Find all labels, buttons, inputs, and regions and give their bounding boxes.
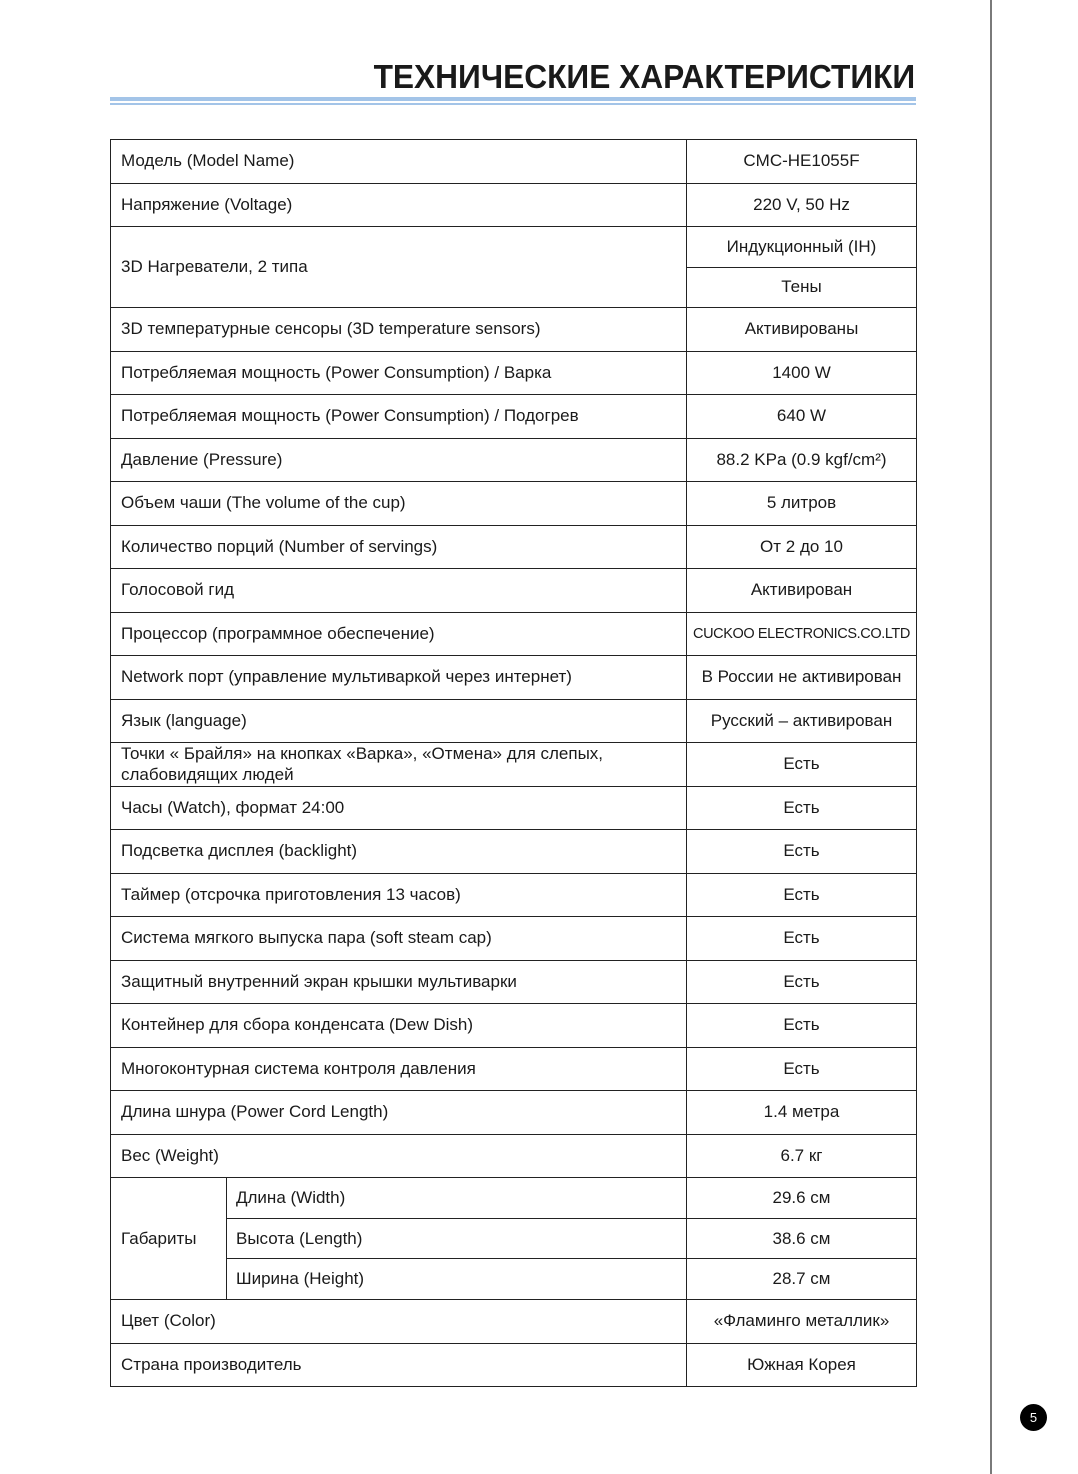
spec-value: 1400 W <box>687 351 917 395</box>
spec-label: Таймер (отсрочка приготовления 13 часов) <box>111 873 687 917</box>
table-row-voice <box>111 569 917 613</box>
table-row-volume <box>111 482 917 526</box>
table-row-sensors <box>111 308 917 352</box>
spec-value: Есть <box>687 960 917 1004</box>
table-row-pressure-control <box>111 1047 917 1091</box>
table-row-power-cook <box>111 351 917 395</box>
table-row-dimensions-width <box>111 1178 917 1219</box>
spec-label: Напряжение (Voltage) <box>111 183 687 227</box>
spec-label: 3D Нагреватели, 2 типа <box>111 227 687 308</box>
spec-label: Многоконтурная система контроля давления <box>111 1047 687 1091</box>
table-row-model <box>111 140 917 184</box>
spec-value: От 2 до 10 <box>687 525 917 569</box>
spec-label: Голосовой гид <box>111 569 687 613</box>
spec-label: Система мягкого выпуска пара (soft steam cap) <box>111 917 687 961</box>
spec-value: 6.7 кг <box>687 1134 917 1178</box>
spec-value: 28.7 см <box>687 1259 917 1300</box>
spec-label: Страна производитель <box>111 1343 687 1387</box>
spec-label: Часы (Watch), формат 24:00 <box>111 786 687 830</box>
spec-label: Количество порций (Number of servings) <box>111 525 687 569</box>
spec-value: 29.6 см <box>687 1178 917 1219</box>
table-row-voltage <box>111 183 917 227</box>
spec-label: Network порт (управление мультиваркой через интернет) <box>111 656 687 700</box>
table-row-braille <box>111 743 917 787</box>
spec-value: Есть <box>687 830 917 874</box>
spec-value: 38.6 см <box>687 1218 917 1259</box>
spec-value: CUCKOO ELECTRONICS.CO.LTD <box>687 612 917 656</box>
spec-value: Есть <box>687 873 917 917</box>
spec-label: Цвет (Color) <box>111 1300 687 1344</box>
spec-value: Активирован <box>687 569 917 613</box>
spec-sublabel: Ширина (Height) <box>227 1259 687 1300</box>
spec-value: Тены <box>687 267 917 308</box>
spec-value: Есть <box>687 786 917 830</box>
table-row-network <box>111 656 917 700</box>
spec-value: Есть <box>687 1047 917 1091</box>
table-row-processor <box>111 612 917 656</box>
table-row-clock <box>111 786 917 830</box>
title-underline-thick <box>110 97 916 101</box>
spec-label: Длина шнура (Power Cord Length) <box>111 1091 687 1135</box>
table-row-pressure <box>111 438 917 482</box>
spec-value: 88.2 KPa (0.9 kgf/cm²) <box>687 438 917 482</box>
spec-sublabel: Высота (Length) <box>227 1218 687 1259</box>
spec-label: Вес (Weight) <box>111 1134 687 1178</box>
spec-table <box>110 139 917 1387</box>
spec-sublabel: Длина (Width) <box>227 1178 687 1219</box>
page-title: ТЕХНИЧЕСКИЕ ХАРАКТЕРИСТИКИ <box>373 58 915 95</box>
spec-label: Давление (Pressure) <box>111 438 687 482</box>
table-row-backlight <box>111 830 917 874</box>
spec-label: Габариты <box>111 1178 227 1300</box>
table-row-lid-screen <box>111 960 917 1004</box>
spec-value: «Фламинго металлик» <box>687 1300 917 1344</box>
title-underline-thin <box>110 103 916 105</box>
table-row-servings <box>111 525 917 569</box>
spec-label: 3D температурные сенсоры (3D temperature sensors) <box>111 308 687 352</box>
page-number-badge: 5 <box>1020 1404 1047 1431</box>
table-row-weight <box>111 1134 917 1178</box>
spec-value: 220 V, 50 Hz <box>687 183 917 227</box>
table-row-heaters <box>111 227 917 268</box>
table-row-timer <box>111 873 917 917</box>
spec-value: Активированы <box>687 308 917 352</box>
spec-value: Есть <box>687 1004 917 1048</box>
spec-label: Потребляемая мощность (Power Consumption) / Варка <box>111 351 687 395</box>
spec-label: Язык (language) <box>111 699 687 743</box>
table-row-cord <box>111 1091 917 1135</box>
table-row-language <box>111 699 917 743</box>
spec-label: Объем чаши (The volume of the cup) <box>111 482 687 526</box>
spec-label: Точки « Брайля» на кнопках «Варка», «Отмена» для слепых, слабовидящих людей <box>111 743 687 787</box>
spec-value: 5 литров <box>687 482 917 526</box>
spec-value: 1.4 метра <box>687 1091 917 1135</box>
table-row-soft-steam <box>111 917 917 961</box>
page-edge-rule <box>990 0 992 1474</box>
spec-value: CMC-HE1055F <box>687 140 917 184</box>
spec-value: 640 W <box>687 395 917 439</box>
spec-label: Потребляемая мощность (Power Consumption) / Подогрев <box>111 395 687 439</box>
table-row-dimensions-height <box>111 1259 917 1300</box>
table-row-power-warm <box>111 395 917 439</box>
table-row-dimensions-length <box>111 1218 917 1259</box>
spec-value: Есть <box>687 743 917 787</box>
spec-label: Подсветка дисплея (backlight) <box>111 830 687 874</box>
table-row-country <box>111 1343 917 1387</box>
spec-value: Южная Корея <box>687 1343 917 1387</box>
spec-value: В России не активирован <box>687 656 917 700</box>
table-row-dew-dish <box>111 1004 917 1048</box>
spec-label: Модель (Model Name) <box>111 140 687 184</box>
spec-value: Есть <box>687 917 917 961</box>
table-row-color <box>111 1300 917 1344</box>
spec-label: Контейнер для сбора конденсата (Dew Dish) <box>111 1004 687 1048</box>
spec-value: Индукционный (IH) <box>687 227 917 268</box>
spec-value: Русский – активирован <box>687 699 917 743</box>
spec-label: Защитный внутренний экран крышки мультиварки <box>111 960 687 1004</box>
spec-label: Процессор (программное обеспечение) <box>111 612 687 656</box>
